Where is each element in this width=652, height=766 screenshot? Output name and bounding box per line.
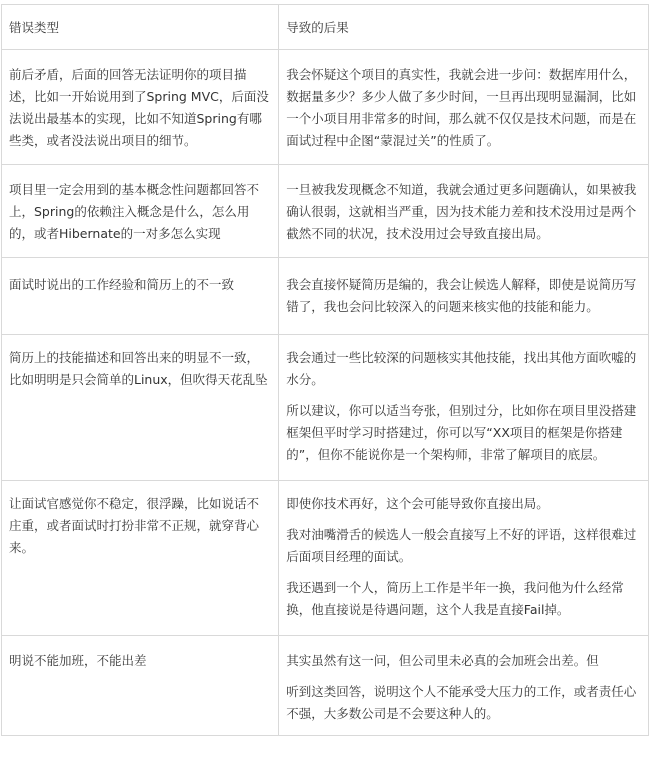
table-header-row — [2, 5, 649, 50]
table-row — [2, 335, 649, 481]
error-type-cell: 前后矛盾，后面的回答无法证明你的项目描述，比如一开始说用到了Spring MVC，后面没法说出最基本的实现，比如不知道Spring有哪些类，或者没法说出项目的细节。 — [2, 50, 279, 165]
consequence-cell — [279, 258, 649, 335]
consequence-paragraph: 一旦被我发现概念不知道，我就会通过更多问题确认，如果被我确认很弱，这就相当严重，因为技术能力差和技术没用过是两个截然不同的状况，技术没用过会导致直接出局。 — [286, 182, 637, 241]
consequence-cell — [279, 165, 649, 258]
consequence-paragraph: 我会通过一些比较深的问题核实其他技能，找出其他方面吹嘘的水分。 — [286, 350, 637, 387]
table-row — [2, 165, 649, 258]
consequence-cell — [279, 50, 649, 165]
consequence-paragraph: 其实虽然有这一问，但公司里未必真的会加班会出差。但 — [286, 653, 599, 668]
consequence-paragraph: 即使你技术再好，这个会可能导致你直接出局。 — [286, 496, 549, 511]
error-type-cell: 简历上的技能描述和回答出来的明显不一致，比如明明是只会简单的Linux，但吹得天花乱坠 — [2, 335, 279, 481]
consequence-paragraph: 我还遇到一个人，简历上工作是半年一换，我问他为什么经常换，他直接说是待遇问题，这个人我是直接Fail掉。 — [286, 580, 624, 617]
table-row — [2, 50, 649, 165]
table-row — [2, 636, 649, 736]
consequence-paragraph: 听到这类回答，说明这个人不能承受大压力的工作，或者责任心不强，大多数公司是不会要这种人的。 — [286, 684, 637, 721]
consequence-paragraph: 所以建议，你可以适当夸张，但别过分，比如你在项目里没搭建框架但平时学习时搭建过，你可以写“XX项目的框架是你搭建的”，但你不能说你是一个架构师，非常了解项目的底层。 — [286, 403, 637, 462]
table-row — [2, 481, 649, 636]
consequence-cell — [279, 481, 649, 636]
error-type-cell: 让面试官感觉你不稳定，很浮躁，比如说话不庄重，或者面试时打扮非常不正规，就穿背心来。 — [2, 481, 279, 636]
consequence-cell — [279, 335, 649, 481]
error-type-cell: 面试时说出的工作经验和简历上的不一致 — [2, 258, 279, 335]
header-error-type: 错误类型 — [2, 5, 279, 50]
consequence-cell — [279, 636, 649, 736]
mistakes-table — [1, 4, 649, 736]
consequence-paragraph: 我对油嘴滑舌的候选人一般会直接写上不好的评语，这样很难过后面项目经理的面试。 — [286, 527, 637, 564]
consequence-paragraph: 我会直接怀疑简历是编的，我会让候选人解释，即使是说简历写错了，我也会问比较深入的问题来核实他的技能和能力。 — [286, 277, 637, 314]
header-consequence: 导致的后果 — [279, 5, 649, 50]
error-type-cell: 项目里一定会用到的基本概念性问题都回答不上，Spring的依赖注入概念是什么，怎么用的，或者Hibernate的一对多怎么实现 — [2, 165, 279, 258]
consequence-paragraph: 我会怀疑这个项目的真实性，我就会进一步问：数据库用什么，数据量多少？多少人做了多少时间，一旦再出现明显漏洞，比如一个小项目用非常多的时间，那么就不仅仅是技术问题，而是在面试过程中企图“蒙混过关”的性质了。 — [286, 67, 637, 148]
table-row — [2, 258, 649, 335]
error-type-cell: 明说不能加班，不能出差 — [2, 636, 279, 736]
